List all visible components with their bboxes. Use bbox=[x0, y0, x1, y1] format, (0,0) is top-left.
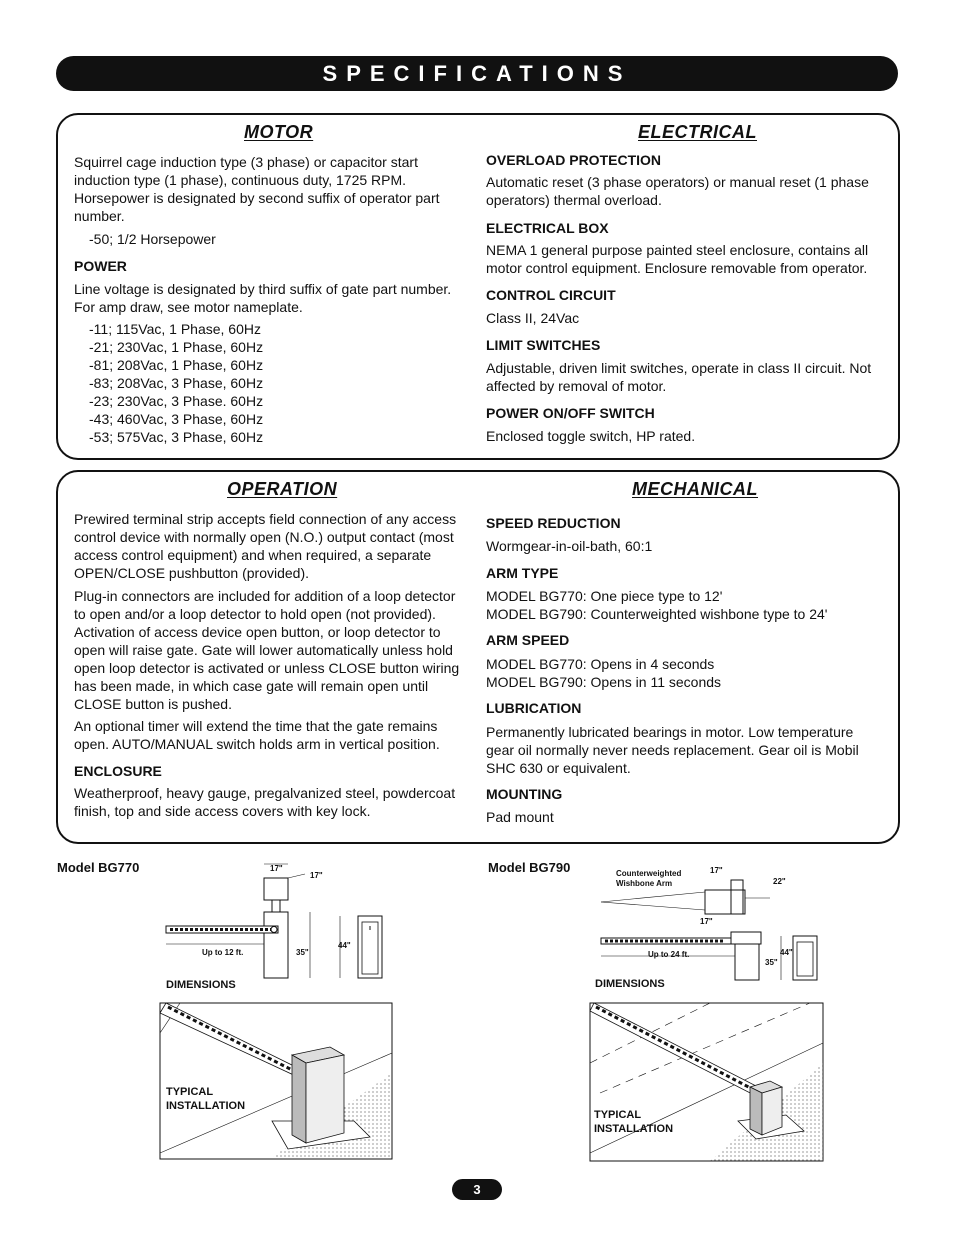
mounting-heading: MOUNTING bbox=[486, 786, 563, 802]
bg770-install-caption: TYPICAL bbox=[166, 1086, 214, 1098]
voltage-item: -11; 115Vac, 1 Phase, 60Hz bbox=[89, 321, 261, 337]
overload-heading: OVERLOAD PROTECTION bbox=[486, 152, 662, 168]
arm-speed-heading: ARM SPEED bbox=[486, 632, 570, 648]
limit-switches-heading: LIMIT SWITCHES bbox=[486, 337, 601, 353]
motor-intro: Squirrel cage induction type (3 phase) or capacitor start induction type (1 phase), continuous duty, 1725 RPM. Horsepower is designated by second suffix of operator part number. bbox=[74, 154, 440, 224]
mounting-text: Pad mount bbox=[486, 809, 554, 825]
arm-type-heading: ARM TYPE bbox=[486, 565, 559, 581]
dim-label: 17" bbox=[270, 864, 283, 873]
voltage-item: -21; 230Vac, 1 Phase, 60Hz bbox=[89, 339, 264, 355]
bg770-install-caption: INSTALLATION bbox=[166, 1100, 246, 1112]
dim-label: Up to 12 ft. bbox=[202, 948, 244, 957]
power-switch-heading: POWER ON/OFF SWITCH bbox=[486, 405, 655, 421]
dim-label: Up to 24 ft. bbox=[648, 950, 690, 959]
electrical-box-heading: ELECTRICAL BOX bbox=[486, 220, 609, 236]
dim-label: 35" bbox=[296, 948, 309, 957]
arm-type-line: MODEL BG770: One piece type to 12' bbox=[486, 588, 723, 604]
dim-label: 44" bbox=[338, 941, 351, 950]
dim-label: 17" bbox=[310, 871, 323, 880]
dim-label: 22" bbox=[773, 877, 786, 886]
power-text: Line voltage is designated by third suffix of gate part number. For amp draw, see motor nameplate. bbox=[74, 281, 452, 315]
operation-heading: OPERATION bbox=[227, 479, 338, 499]
voltage-item: -53; 575Vac, 3 Phase, 60Hz bbox=[89, 429, 264, 445]
voltage-item: -23; 230Vac, 3 Phase. 60Hz bbox=[89, 393, 264, 409]
operation-paragraph: Plug-in connectors are included for addition of a loop detector to open and/or a loop detector to hold open (not provided). Activation of access device open button, or loop detector to open will raise gate. Gate will lower automatically unless hold open loop detector is activated or unless CLOSE button wiring has been made, in which case gate will remain open until CLOSE button is pushed. bbox=[74, 588, 460, 712]
power-heading: POWER bbox=[74, 258, 127, 274]
bg790-label: Model BG790 bbox=[488, 860, 571, 875]
control-circuit-text: Class II, 24Vac bbox=[486, 310, 580, 326]
dim-label: 44" bbox=[780, 948, 793, 957]
speed-reduction-text: Wormgear-in-oil-bath, 60:1 bbox=[486, 538, 653, 554]
electrical-heading: ELECTRICAL bbox=[638, 122, 757, 142]
bg770-installation-drawing bbox=[160, 1003, 392, 1159]
voltage-item: -83; 208Vac, 3 Phase, 60Hz bbox=[89, 375, 264, 391]
motor-electrical-panel bbox=[56, 113, 900, 460]
lubrication-heading: LUBRICATION bbox=[486, 700, 582, 716]
dim-label: 35" bbox=[765, 958, 778, 967]
bg790-dimensions-caption: DIMENSIONS bbox=[595, 978, 665, 990]
enclosure-text: Weatherproof, heavy gauge, pregalvanized steel, powdercoat finish, top and side access covers with key lock. bbox=[74, 785, 456, 819]
bg790-install-caption: TYPICAL bbox=[594, 1109, 642, 1121]
dim-label: 17" bbox=[710, 866, 723, 875]
bg790-install-caption: INSTALLATION bbox=[594, 1123, 674, 1135]
power-switch-text: Enclosed toggle switch, HP rated. bbox=[486, 428, 696, 444]
motor-heading: MOTOR bbox=[244, 122, 314, 142]
bg790-installation-drawing bbox=[590, 1003, 823, 1161]
bg770-label: Model BG770 bbox=[57, 860, 140, 875]
voltage-item: -43; 460Vac, 3 Phase, 60Hz bbox=[89, 411, 264, 427]
operation-paragraph: An optional timer will extend the time that the gate remains open. AUTO/MANUAL switch holds arm in vertical position. bbox=[74, 718, 440, 752]
bg770-dimension-drawing bbox=[160, 860, 400, 985]
dim-label: 17" bbox=[700, 917, 713, 926]
operation-paragraph: Prewired terminal strip accepts field connection of any access control device with normally open (N.O.) output contact (most access control equipment) and when required, a separate OPEN/CLOSE pushbutton (provided). bbox=[74, 511, 457, 581]
arm-type-line: MODEL BG790: Counterweighted wishbone type to 24' bbox=[486, 606, 828, 622]
bg770-dimensions-caption: DIMENSIONS bbox=[166, 979, 236, 991]
arm-speed-line: MODEL BG770: Opens in 4 seconds bbox=[486, 656, 715, 672]
motor-hp: -50; 1/2 Horsepower bbox=[89, 231, 216, 247]
dim-label: Wishbone Arm bbox=[616, 879, 673, 888]
speed-reduction-heading: SPEED REDUCTION bbox=[486, 515, 621, 531]
electrical-box-text: NEMA 1 general purpose painted steel enclosure, contains all motor control equipment. Enclosure removable from operator. bbox=[486, 242, 869, 276]
arm-speed-line: MODEL BG790: Opens in 11 seconds bbox=[486, 674, 722, 690]
enclosure-heading: ENCLOSURE bbox=[74, 763, 162, 779]
operation-mechanical-panel bbox=[56, 470, 900, 844]
page-title: SPECIFICATIONS bbox=[56, 56, 898, 91]
voltage-item: -81; 208Vac, 1 Phase, 60Hz bbox=[89, 357, 264, 373]
limit-switches-text: Adjustable, driven limit switches, operate in class II circuit. Not affected by removal of motor. bbox=[486, 360, 872, 394]
lubrication-text: Permanently lubricated bearings in motor. Low temperature gear oil normally never needs replacement. Gear oil is Mobil SHC 630 or equivalent. bbox=[486, 724, 859, 776]
page-number: 3 bbox=[452, 1179, 502, 1200]
mechanical-heading: MECHANICAL bbox=[632, 479, 758, 499]
overload-text: Automatic reset (3 phase operators) or manual reset (1 phase operators) thermal overload. bbox=[486, 174, 869, 208]
control-circuit-heading: CONTROL CIRCUIT bbox=[486, 287, 616, 303]
dim-label: Counterweighted bbox=[616, 869, 682, 878]
